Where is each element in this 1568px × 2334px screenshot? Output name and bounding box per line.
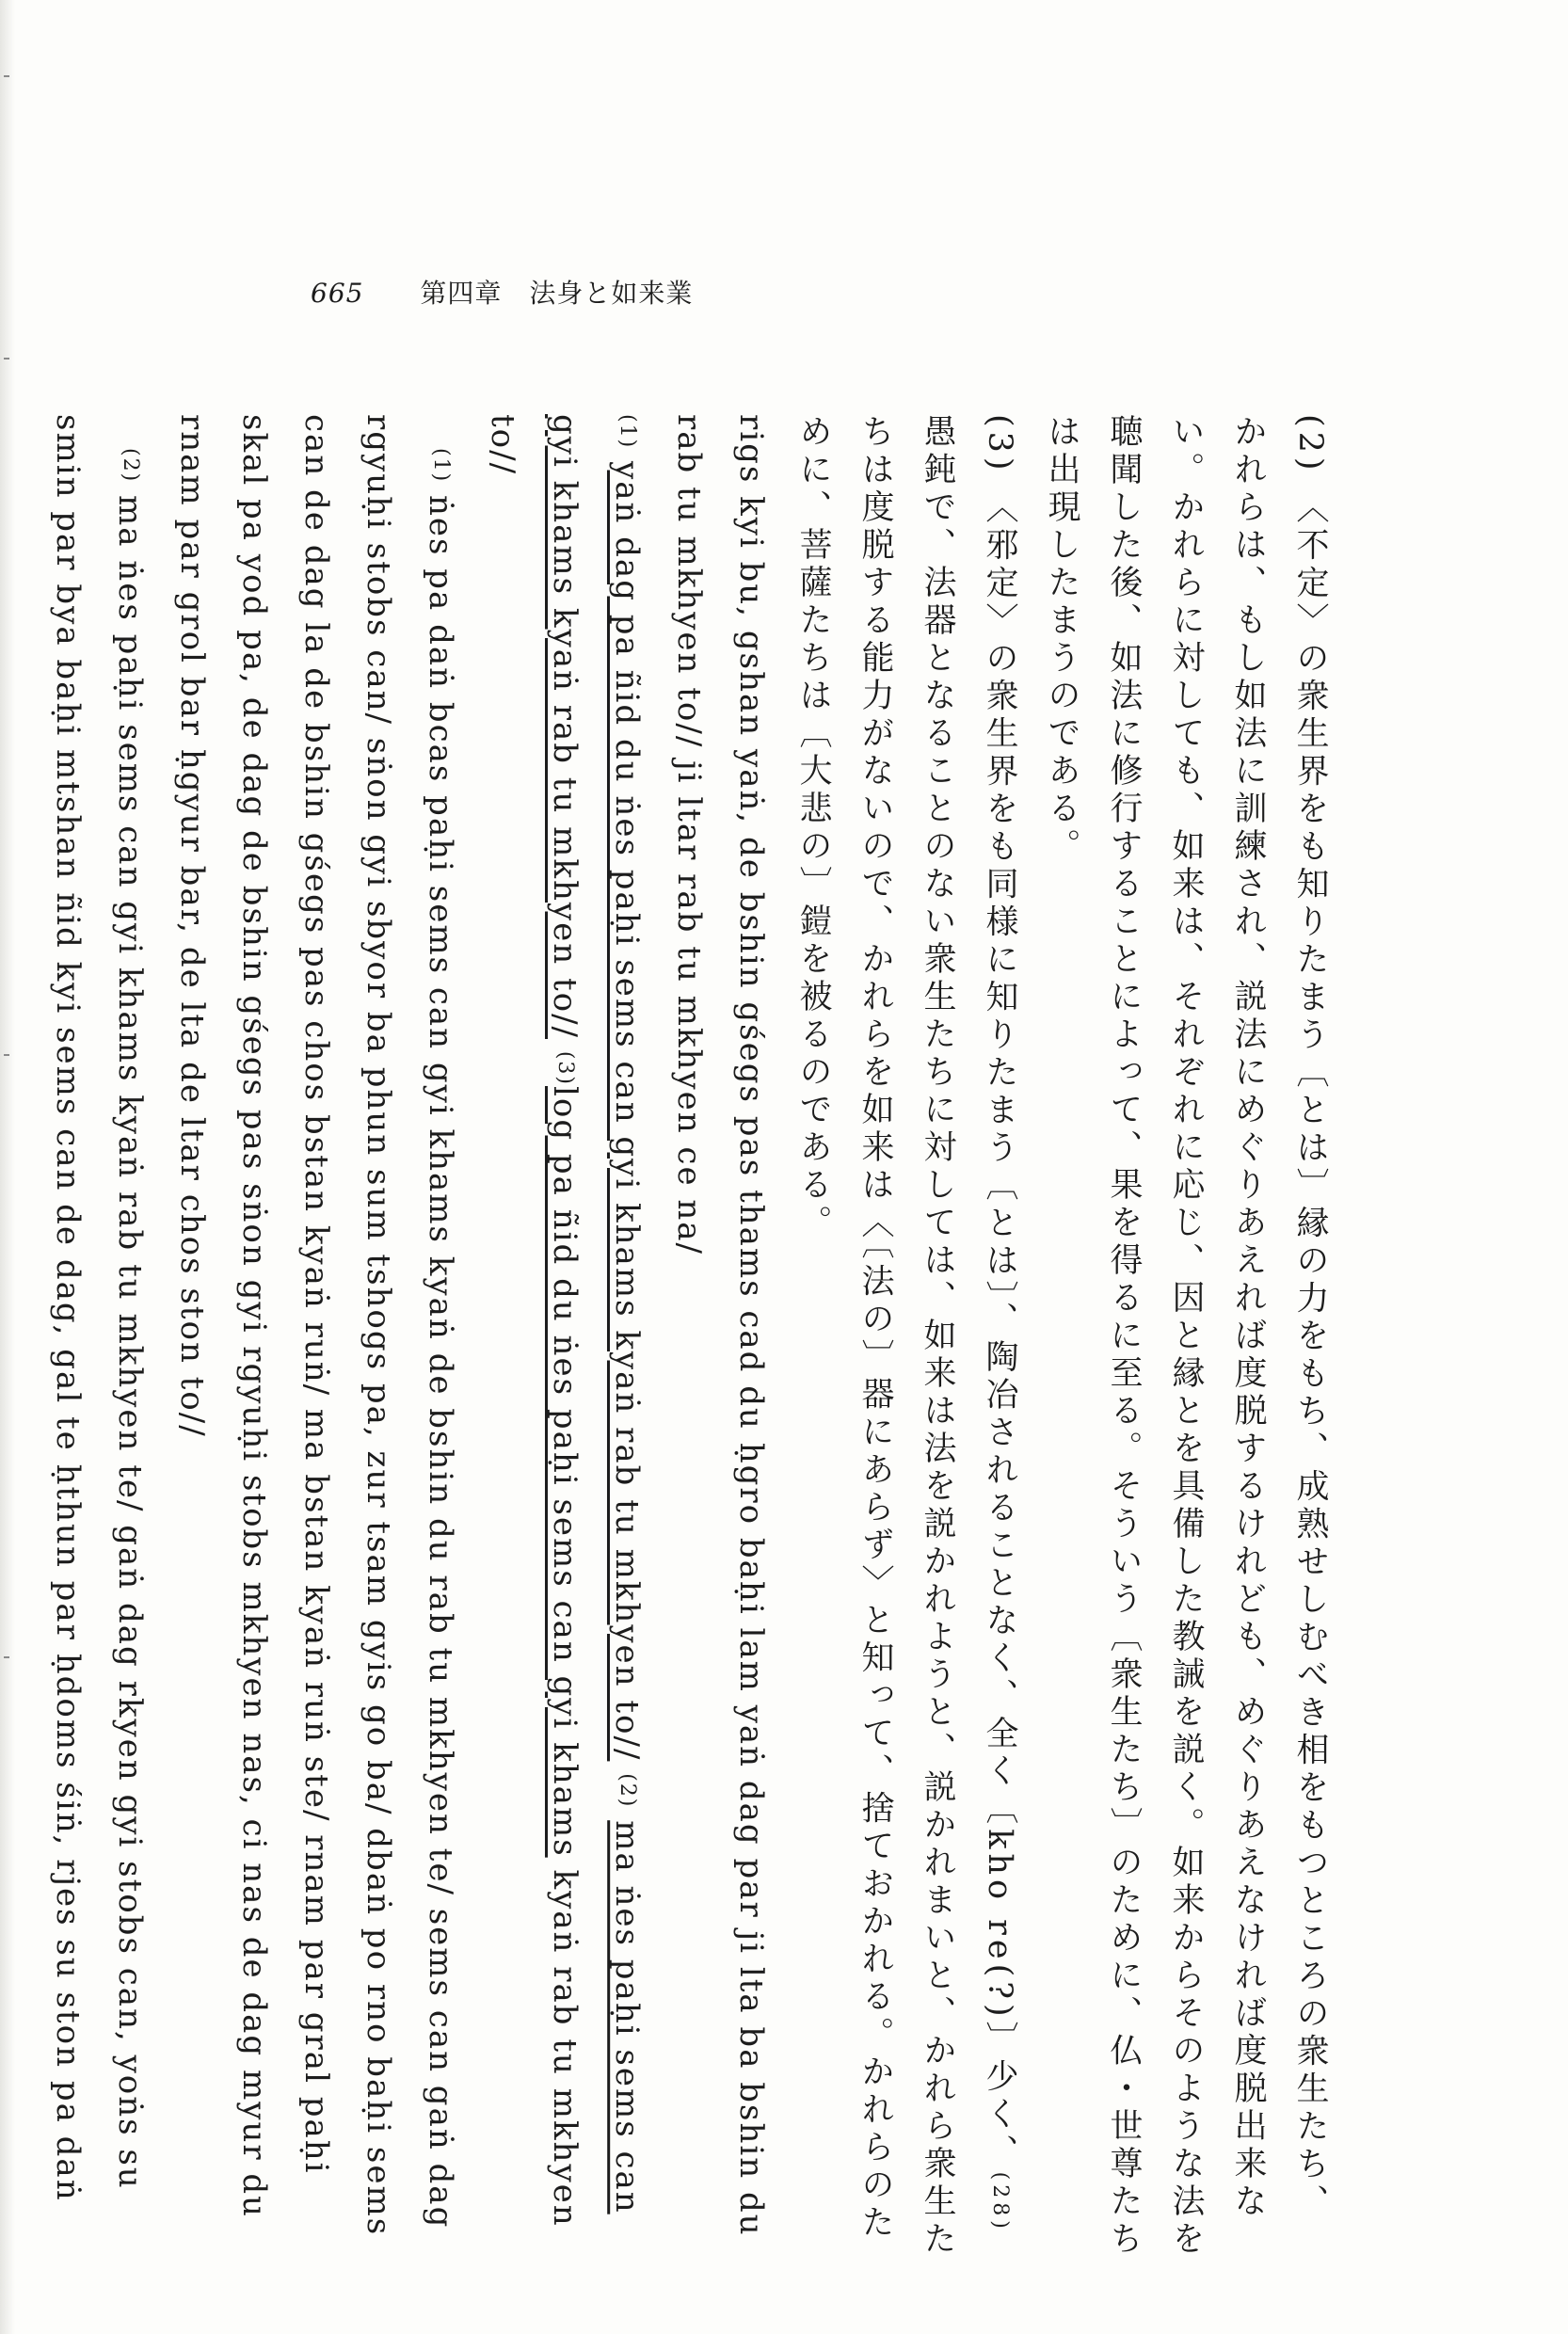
- page-edge: [0, 0, 15, 2334]
- underlined-phrase: log pa ñid du ṅes paḥi sems can gyi khams: [546, 1085, 584, 1858]
- paragraph-wrongly-determined: (3) 〈邪定〉の衆生界をも同様に知りたまう〔とは〕、陶冶されることなく、全く〔kho re(?)〕少く、(28)愚鈍で、法器となることのない衆生たちに対しては、如来は法を説かれようと、説かれまいと、かれら衆生たちは度脱する能力がないので、かれらを如来は〈〔法の〕器にあらず〉と知って、捨ておかれる。かれらのために、菩薩たちは〔大悲の〕鎧を被るのである。: [794, 414, 1018, 2259]
- tibetan-determined: (1) ṅes pa daṅ bcas paḥi sems can gyi khams kyaṅ de bshin du rab tu mkhyen te/ sems can gaṅ dag rgyuḥi stobs can/ sṅon gyi sbyor ba phun sum tshogs pa, zur tsam gyis go ba/ dbaṅ po rno baḥi sems can de dag la de bshin gśegs pas chos bstan kyaṅ ruṅ/ ma bstan kyaṅ ruṅ ste/ rnam par gral paḥi skal pa yod pa, de dag de bshin gśegs pas sṅon gyi rgyuḥi stobs mkhyen nas, ci nas de dag myur du rnam par grol bar ḥgyur bar, de lta de ltar chos ston to//: [173, 414, 459, 2237]
- edge-mark: [4, 75, 9, 77]
- note-ref-28: (28): [988, 2171, 1012, 2233]
- paragraph-undetermined: (2) 〈不定〉の衆生界をも知りたまう〔とは〕縁の力をもち、成熟せしむべき相をもつところの衆生たち、かれらは、もし如法に訓練され、説法にめぐりあえれば度脱するけれども、めぐりあえなければ度脱出来ない。かれらに対しても、如来は、それぞれに応じ、因と縁とを具備した教誡を説く。如来からそのような法を聴聞した後、如法に修行することによって、果を得るに至る。そういう〔衆生たち〕のために、仏・世尊たちは出現したまうのである。: [1043, 414, 1329, 2259]
- edge-mark: [4, 1054, 9, 1056]
- underlined-phrase: yaṅ dag pa ñid du ṅes paḥi sems can gyi khams kyaṅ rab tu mkhyen to//: [608, 460, 646, 1762]
- underlined-phrase: ma ṅes paḥi sems can gyi khams kyaṅ rab tu mkhyen to//: [546, 414, 646, 2214]
- page-number: 665: [311, 278, 364, 309]
- tibetan-undetermined: (2) ma ṅes paḥi sems can gyi khams kyaṅ rab tu mkhyen te/ gaṅ dag rkyen gyi stobs can, yoṅs su smin par bya baḥi mtshan ñid kyi sems can de dag, gal te ḥthun par ḥdoms śiṅ, rjes su ston pa daṅ: [49, 414, 149, 2202]
- vertical-text-body: [49, 414, 1341, 2259]
- running-header: [311, 273, 693, 311]
- tibetan-intro: rigs kyi bu, gshan yaṅ, de bshin gśegs pas thams cad du ḥgro baḥi lam yaṅ dag par ji lta ba bshin du rab tu mkhyen to// ji ltar rab tu mkhyen ce na/: [670, 414, 770, 2237]
- chapter-title: 第四章 法身と如来業: [420, 278, 694, 309]
- edge-mark: [4, 1656, 9, 1658]
- tibetan-three-classes: (1) yaṅ dag pa ñid du ṅes paḥi sems can gyi khams kyaṅ rab tu mkhyen to// (2) ma ṅes paḥi sems can gyi khams kyaṅ rab tu mkhyen to// (3)log pa ñid du ṅes paḥi sems can gyi khams kyaṅ rab tu mkhyen to//: [484, 414, 646, 2228]
- edge-mark: [4, 358, 9, 360]
